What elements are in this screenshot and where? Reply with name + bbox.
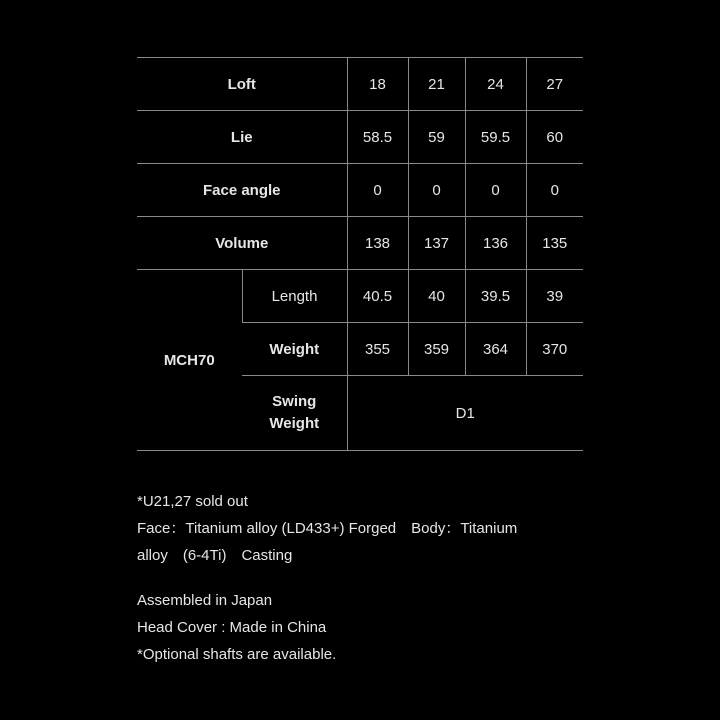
assembly-note: Assembled in Japan <box>137 592 273 609</box>
lie-value: 58.5 <box>347 111 408 164</box>
volume-value: 137 <box>408 217 465 270</box>
lie-value: 59 <box>408 111 465 164</box>
volume-label: Volume <box>137 217 347 270</box>
loft-label: Loft <box>137 58 347 111</box>
swing-weight-label-line1: Swing <box>272 393 317 410</box>
weight-value: 355 <box>347 323 408 376</box>
weight-label: Weight <box>242 323 347 376</box>
face-angle-value: 0 <box>465 164 526 217</box>
swing-weight-label-line2: Weight <box>269 415 320 432</box>
weight-value: 359 <box>408 323 465 376</box>
swing-weight-label <box>242 376 347 451</box>
loft-value: 24 <box>465 58 526 111</box>
sold-out-note: *U21,27 sold out <box>137 493 248 510</box>
weight-value: 364 <box>465 323 526 376</box>
spec-table <box>137 57 583 451</box>
row-loft <box>137 58 583 111</box>
row-volume <box>137 217 583 270</box>
face-angle-value: 0 <box>526 164 583 217</box>
optional-shafts-note: *Optional shafts are available. <box>137 646 337 663</box>
length-value: 40 <box>408 270 465 323</box>
volume-value: 138 <box>347 217 408 270</box>
lie-value: 59.5 <box>465 111 526 164</box>
row-face-angle <box>137 164 583 217</box>
face-angle-label: Face angle <box>137 164 347 217</box>
row-length <box>137 270 583 323</box>
notes-block-1 <box>137 488 557 569</box>
length-label: Length <box>242 270 347 323</box>
face-angle-value: 0 <box>408 164 465 217</box>
notes-block-2 <box>137 587 557 668</box>
volume-value: 136 <box>465 217 526 270</box>
material-note-line1: Face：Titanium alloy (LD433+) Forged Body：Titanium <box>137 520 518 537</box>
lie-label: Lie <box>137 111 347 164</box>
head-cover-note: Head Cover : Made in China <box>137 619 327 636</box>
row-lie <box>137 111 583 164</box>
shaft-label: MCH70 <box>137 270 242 451</box>
loft-value: 21 <box>408 58 465 111</box>
face-angle-value: 0 <box>347 164 408 217</box>
weight-value: 370 <box>526 323 583 376</box>
volume-value: 135 <box>526 217 583 270</box>
loft-value: 27 <box>526 58 583 111</box>
lie-value: 60 <box>526 111 583 164</box>
material-note-line2: alloy (6-4Ti) Casting <box>137 547 293 564</box>
length-value: 40.5 <box>347 270 408 323</box>
swing-weight-value: D1 <box>347 376 583 451</box>
length-value: 39.5 <box>465 270 526 323</box>
loft-value: 18 <box>347 58 408 111</box>
length-value: 39 <box>526 270 583 323</box>
